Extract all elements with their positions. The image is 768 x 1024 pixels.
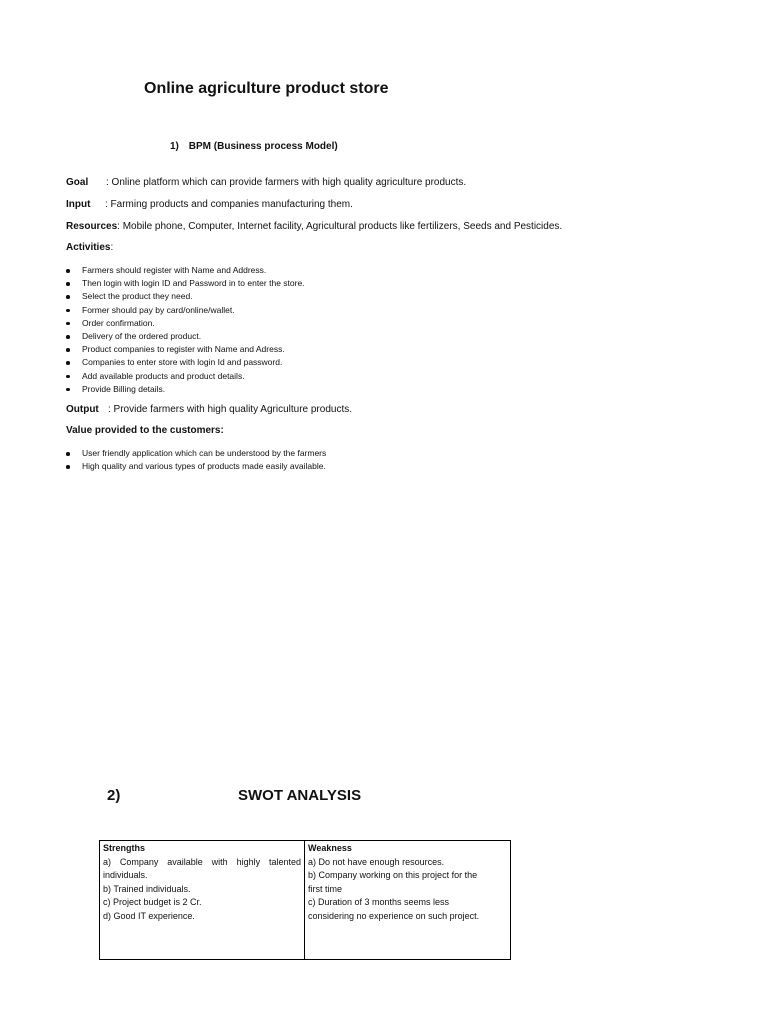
list-item: Select the product they need.: [64, 290, 305, 303]
goal-field: [66, 177, 466, 188]
input-label: Input: [66, 199, 91, 210]
resources-label: Resources: [66, 221, 118, 232]
resources-text: : Mobile phone, Computer, Internet facility, Agricultural products like fertilizers, Seeds and Pesticides.: [117, 221, 563, 232]
value-list: [64, 447, 326, 473]
section-heading-bpm: [170, 141, 338, 152]
goal-text: : Online platform which can provide farmers with high quality agriculture products.: [106, 177, 467, 188]
section-number: 1): [170, 141, 179, 152]
weakness-line: first time: [308, 883, 343, 894]
list-item: User friendly application which can be understood by the farmers: [64, 447, 326, 460]
activities-list: [64, 264, 305, 396]
strength-line: a) Company available with highly talented: [103, 856, 301, 867]
list-item: Then login with login ID and Password in to enter the store.: [64, 277, 305, 290]
strength-line: c) Project budget is 2 Cr.: [103, 897, 202, 907]
output-text: : Provide farmers with high quality Agriculture products.: [108, 404, 352, 415]
output-label: Output: [66, 404, 99, 415]
strength-line: b) Trained individuals.: [103, 883, 191, 894]
value-heading: [66, 425, 224, 436]
activities-heading: [66, 242, 113, 253]
weakness-line: c) Duration of 3 months seems less: [308, 897, 450, 907]
weakness-header: Weakness: [308, 843, 352, 853]
document-title: Online agriculture product store: [144, 80, 389, 97]
strength-line: individuals.: [103, 870, 148, 880]
input-field: [66, 199, 353, 210]
strengths-header: Strengths: [103, 843, 146, 853]
list-item: Companies to enter store with login Id and password.: [64, 356, 305, 369]
list-item: Order confirmation.: [64, 317, 305, 330]
value-heading-text: Value provided to the customers:: [66, 425, 224, 436]
goal-label: Goal: [66, 177, 89, 188]
weakness-line: considering no experience on such project.: [308, 910, 480, 921]
swot-section-number: 2): [107, 787, 121, 804]
list-item: Former should pay by card/online/wallet.: [64, 304, 305, 317]
activities-label: Activities: [66, 242, 111, 253]
output-field: [66, 404, 352, 415]
list-item: Provide Billing details.: [64, 383, 305, 396]
resources-field: [66, 221, 562, 232]
activities-colon: :: [110, 242, 114, 253]
list-item: Add available products and product details.: [64, 370, 305, 383]
list-item: Delivery of the ordered product.: [64, 330, 305, 343]
section-heading-text: BPM (Business process Model): [188, 141, 338, 152]
swot-table: [99, 840, 511, 960]
strengths-cell: [100, 841, 305, 959]
list-item: Farmers should register with Name and Address.: [64, 264, 305, 277]
weakness-line: a) Do not have enough resources.: [308, 856, 445, 867]
list-item: High quality and various types of products made easily available.: [64, 460, 326, 473]
strength-line: d) Good IT experience.: [103, 910, 195, 921]
input-text: : Farming products and companies manufacturing them.: [105, 199, 353, 210]
list-item: Product companies to register with Name and Adress.: [64, 343, 305, 356]
weakness-line: b) Company working on this project for the: [308, 870, 478, 880]
swot-section-title: SWOT ANALYSIS: [238, 787, 362, 804]
weakness-cell: [305, 841, 510, 959]
